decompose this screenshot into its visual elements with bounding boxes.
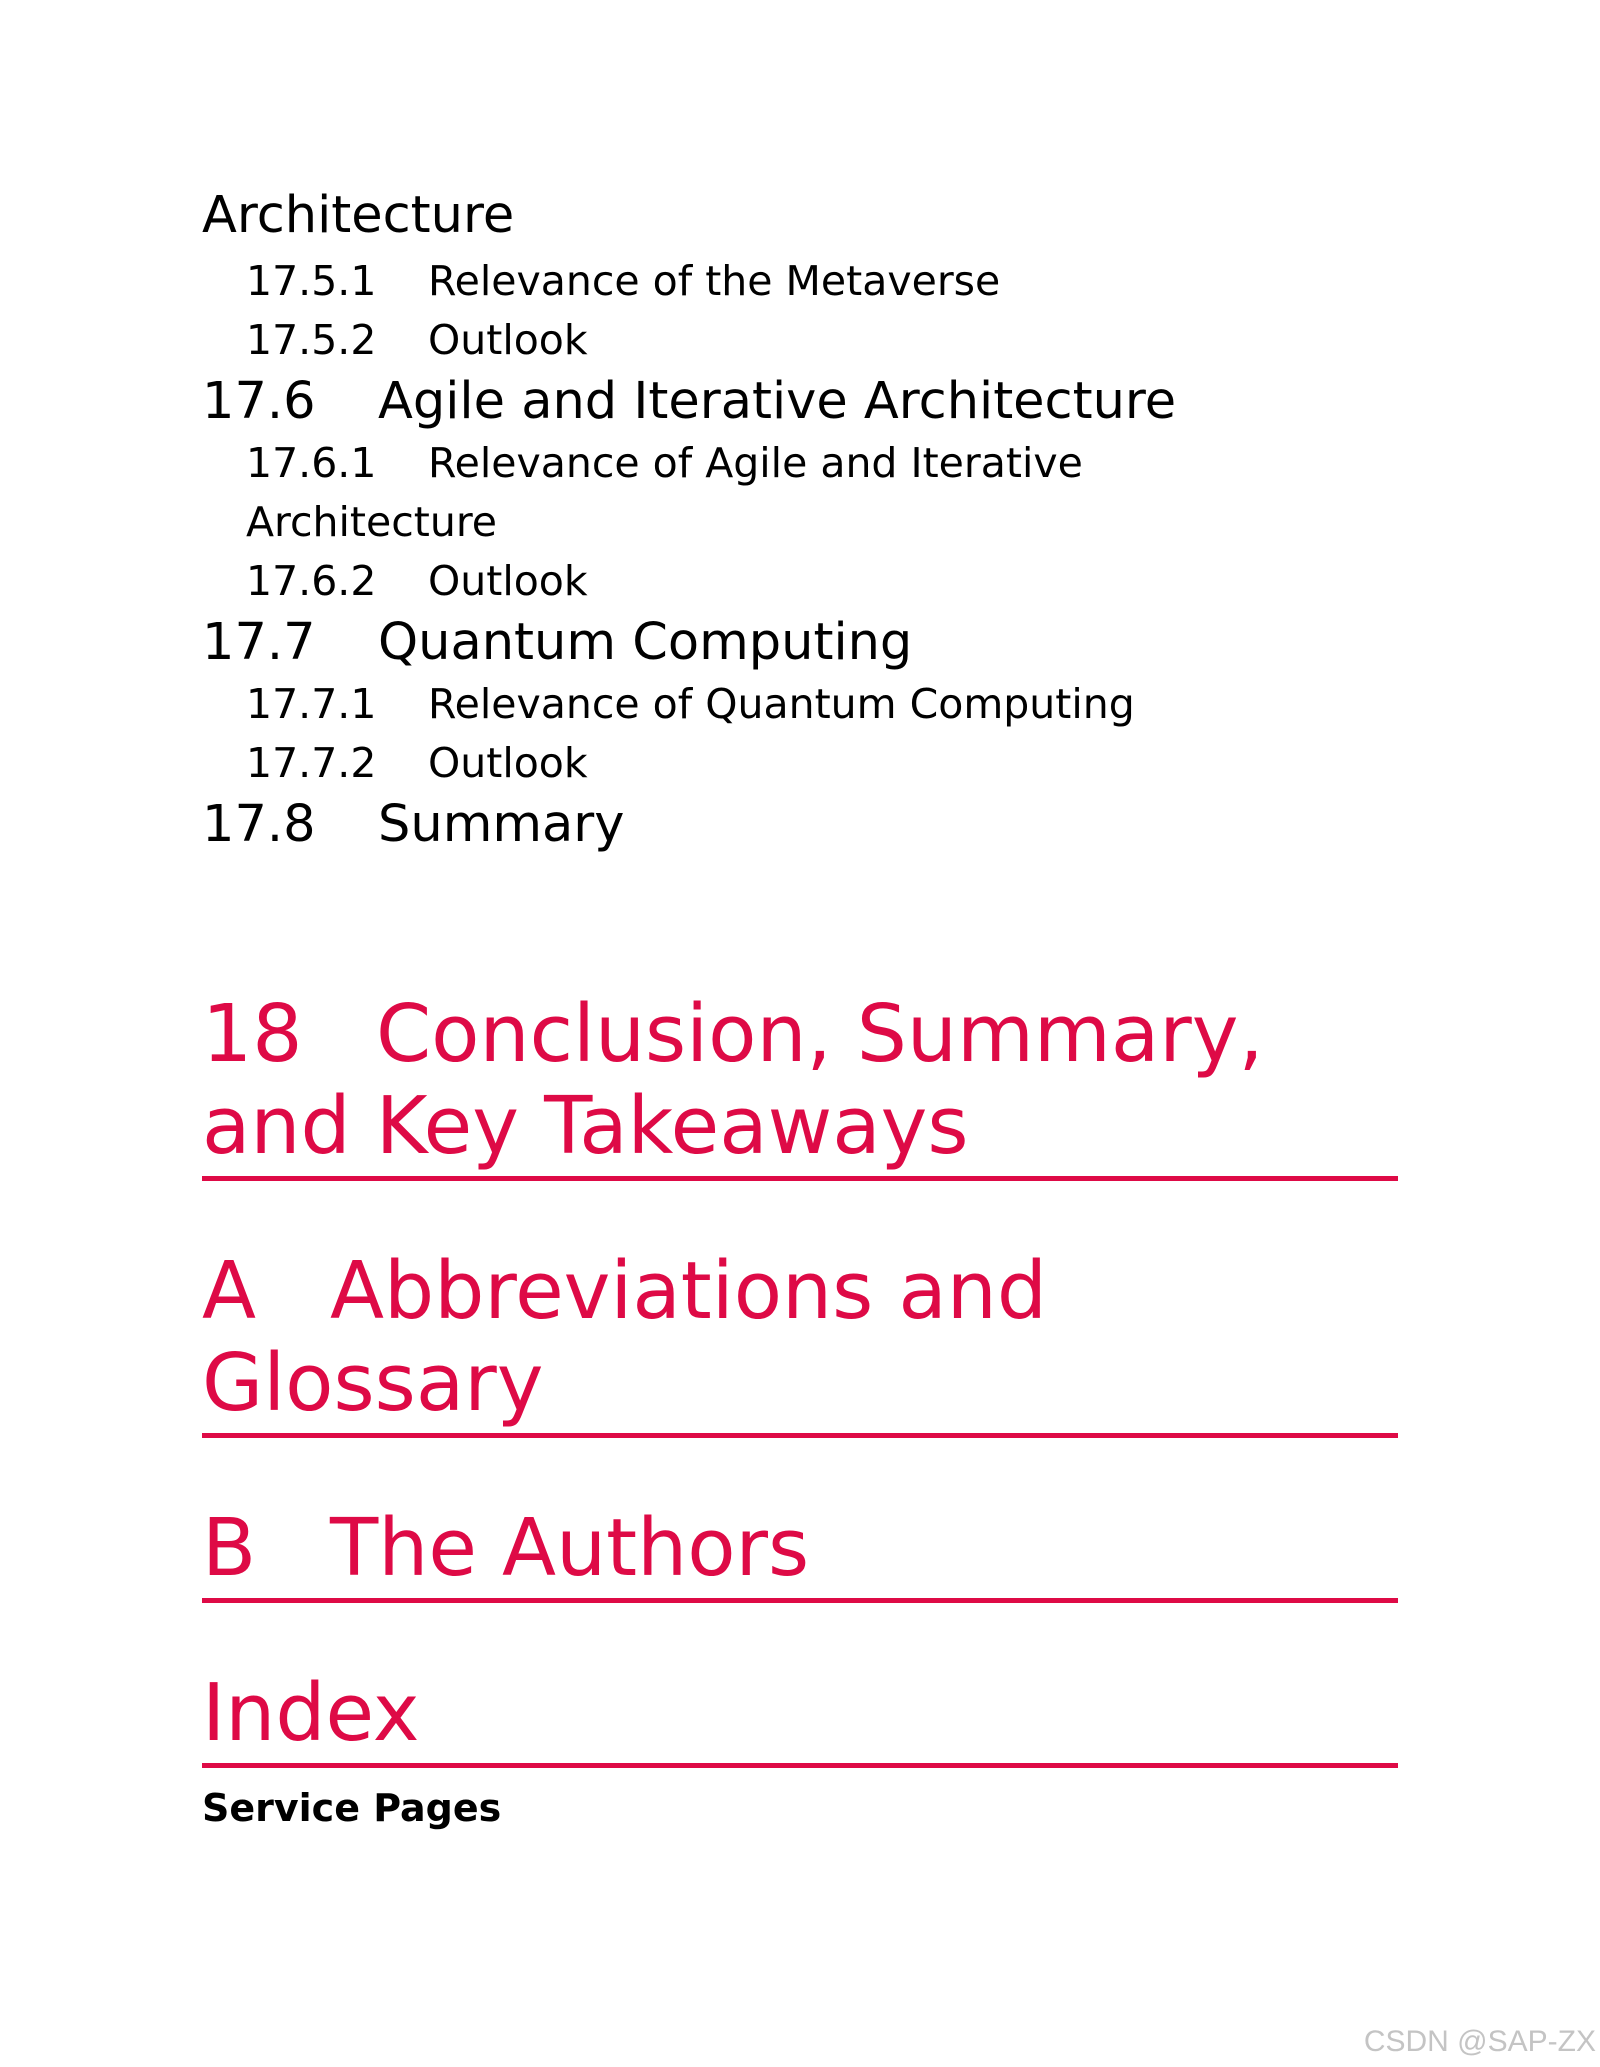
- toc-entry-17-6[interactable]: [202, 370, 1398, 434]
- toc-entry-number: 17.6.1: [246, 439, 377, 487]
- toc-entry-number: 17.6.2: [246, 557, 377, 605]
- toc-entry-17-7-1[interactable]: [246, 675, 1398, 734]
- toc-entry-title: Outlook: [428, 316, 588, 364]
- watermark: CSDN @SAP-ZX: [1363, 2025, 1596, 2058]
- toc-entry-number: 17.5.1: [246, 257, 377, 305]
- toc-entry-17-7[interactable]: [202, 611, 1398, 675]
- toc-entry-title: Outlook: [428, 739, 588, 787]
- table-of-contents: [202, 180, 1398, 857]
- toc-entry-17-8[interactable]: [202, 793, 1398, 857]
- service-pages-heading[interactable]: Service Pages: [202, 1786, 502, 1830]
- toc-entry-title: Quantum Computing: [378, 613, 913, 672]
- toc-entry-17-5-2[interactable]: [246, 311, 1398, 370]
- continued-heading: Architecture: [202, 186, 515, 245]
- chapter-title: Index: [202, 1667, 420, 1759]
- toc-entry-title: Summary: [378, 795, 625, 854]
- toc-entry-title: Relevance of Quantum Computing: [428, 680, 1135, 728]
- chapter-number: B: [202, 1502, 257, 1594]
- chapter-number: A: [202, 1245, 257, 1337]
- toc-entry-number: 17.7: [202, 613, 316, 672]
- toc-entry-number: 17.8: [202, 795, 316, 854]
- chapter-heading-a[interactable]: [202, 1245, 1398, 1438]
- toc-entry-17-6-1[interactable]: [246, 434, 1226, 552]
- toc-entry-17-6-2[interactable]: [246, 552, 1398, 611]
- toc-entry-title: Agile and Iterative Architecture: [378, 372, 1177, 431]
- chapter-title: Conclusion, Summary, and Key Takeaways: [202, 988, 1264, 1172]
- chapter-title: The Authors: [330, 1502, 810, 1594]
- chapter-heading-b[interactable]: [202, 1502, 1398, 1603]
- chapter-title: Abbreviations and Glossary: [202, 1245, 1048, 1429]
- chapter-list: [202, 988, 1398, 1832]
- toc-entry-number: 17.5.2: [246, 316, 377, 364]
- chapter-heading-index[interactable]: [202, 1667, 1398, 1768]
- toc-entry-title: Relevance of Agile and Iterative Architecture: [246, 439, 1083, 546]
- toc-entry-number: 17.6: [202, 372, 316, 431]
- toc-entry-17-5-1[interactable]: [246, 252, 1398, 311]
- chapter-heading-18[interactable]: [202, 988, 1398, 1181]
- chapter-number: 18: [202, 988, 303, 1080]
- toc-entry-number: 17.7.1: [246, 680, 377, 728]
- toc-entry-17-7-2[interactable]: [246, 734, 1398, 793]
- toc-entry-title: Outlook: [428, 557, 588, 605]
- toc-entry-number: 17.7.2: [246, 739, 377, 787]
- toc-entry-title: Relevance of the Metaverse: [428, 257, 1001, 305]
